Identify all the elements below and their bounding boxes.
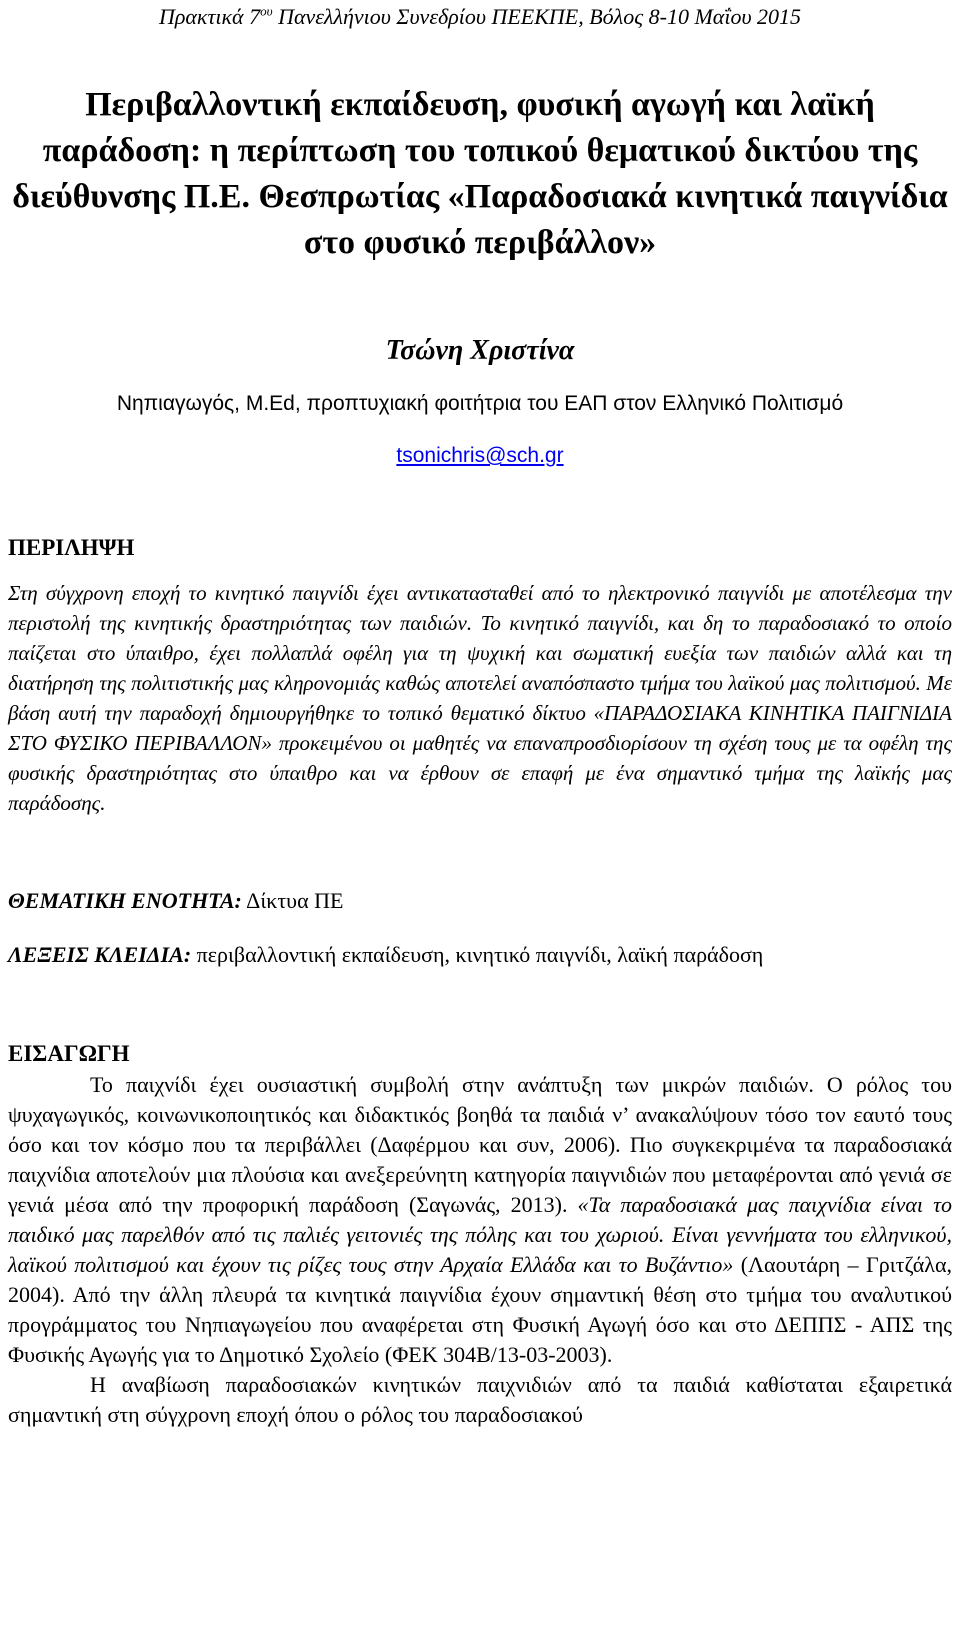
- intro-p1-part1: Το παιχνίδι έχει ουσιαστική συμβολή στην ανάπτυξη των μικρών παιδιών. Ο ρόλος του ψυχαγωγικός, κοινωνικοποιητικός και διδακτικός βοηθά τα παιδιά ν’ ανακαλύψουν τόσο τον εαυτό τους όσο και τον κόσμο που τα περιβάλλει (Δαφέρμου και συν, 2006). Πιο συγκεκριμένα τα παραδοσιακά παιχνίδια αποτελούν μια πλούσια και ανεξερεύνητη κατηγορία παιγνιδιών που μεταφέρονται από γενιά σε γενιά μέσα από την προφορική παράδοση (Σαγωνάς, 2013).: [8, 1072, 952, 1217]
- running-header: [8, 4, 952, 30]
- introduction-paragraph-2: Η αναβίωση παραδοσιακών κινητικών παιχνιδιών από τα παιδιά καθίσταται εξαιρετικά σημαντική στη σύγχρονη εποχή όπου ο ρόλος του παραδοσιακού: [8, 1372, 952, 1427]
- abstract-text: Στη σύγχρονη εποχή το κινητικό παιγνίδι έχει αντικατασταθεί από το ηλεκτρονικό παιγνίδι με αποτέλεσμα την περιστολή της κινητικής δραστηριότητας των παιδιών. Το κινητικό παιγνίδι, και δη το παραδοσιακό το οποίο παίζεται στο ύπαιθρο, έχει πολλαπλά οφέλη για τη ψυχική και σωματική ευεξία των παιδιών αλλά και τη διατήρηση της πολιτιστικής μας κληρονομιάς καθώς αποτελεί αναπόσπαστο τμήμα του λαϊκού μας πολιτισμού. Με βάση αυτή την παραδοχή δημιουργήθηκε το τοπικό θεματικό δίκτυο «ΠΑΡΑΔΟΣΙΑΚΑ ΚΙΝΗΤΙΚΑ ΠΑΙΓΝΙΔΙΑ ΣΤΟ ΦΥΣΙΚΟ ΠΕΡΙΒΑΛΛΟΝ» προκειμένου οι μαθητές να επαναπροσδιορίσουν τη σχέση τους με τα οφέλη της φυσικής δραστηριότητας στο ύπαιθρο και να έρθουν σε επαφή με ένα σημαντικό τμήμα της λαϊκής μας παράδοσης.: [8, 581, 952, 815]
- intro-p1-quote: «Τα παραδοσιακά μας παιχνίδια είναι το παιδικό μας παρελθόν από τις παλιές γειτονιές της πόλης και του χωριού. Είναι γεννήματα του ελληνικού, λαϊκού πολιτισμού και έχουν τις ρίζες τους στην Αρχαία Ελλάδα και το Βυζάντιο»: [8, 1192, 952, 1277]
- introduction-heading: ΕΙΣΑΓΩΓΗ: [8, 1041, 130, 1066]
- header-ordinal-suffix: ου: [260, 3, 273, 19]
- author-email-link[interactable]: tsonichris@sch.gr: [396, 444, 564, 467]
- thematic-unit: [8, 886, 952, 916]
- keywords: [8, 940, 952, 970]
- thematic-unit-value: Δίκτυα ΠΕ: [241, 888, 344, 913]
- author-email-line: [8, 442, 952, 470]
- header-text-post: Πανελλήνιου Συνεδρίου ΠΕΕΚΠΕ, Βόλος 8-10 Μαΐου 2015: [272, 4, 802, 29]
- paper-title: Περιβαλλοντική εκπαίδευση, φυσική αγωγή και λαϊκή παράδοση: η περίπτωση του τοπικού θεματικού δικτύου της διεύθυνσης Π.Ε. Θεσπρωτίας «Παραδοσιακά κινητικά παιγνίδια στο φυσικό περιβάλλον»: [12, 86, 948, 261]
- keywords-value: περιβαλλοντική εκπαίδευση, κινητικό παιγνίδι, λαϊκή παράδοση: [191, 942, 764, 967]
- thematic-unit-label: ΘΕΜΑΤΙΚΗ ΕΝΟΤΗΤΑ:: [8, 888, 242, 913]
- author-affiliation: Νηπιαγωγός, M.Ed, προπτυχιακή φοιτήτρια του ΕΑΠ στον Ελληνικό Πολιτισμό: [116, 392, 844, 415]
- introduction-paragraph-1: [8, 1070, 952, 1370]
- keywords-label: ΛΕΞΕΙΣ ΚΛΕΙΔΙΑ:: [8, 942, 192, 967]
- introduction-body: [8, 1070, 952, 1430]
- abstract-heading: ΠΕΡΙΛΗΨΗ: [8, 535, 135, 560]
- intro-p1-part2: (Λαουτάρη – Γριτζάλα, 2004). Από την άλλη πλευρά τα κινητικά παιγνίδια έχουν σημαντική θέση στο τμήμα του αναλυτικού προγράμματος του Νηπιαγωγείου που αναφέρεται στη Φυσική Αγωγή όσο και στο ΔΕΠΠΣ - ΑΠΣ της Φυσικής Αγωγής για το Δημοτικό Σχολείο (ΦΕΚ 304Β/13-03-2003).: [8, 1252, 952, 1367]
- header-text-pre: Πρακτικά 7: [158, 4, 261, 29]
- author-name: Τσώνη Χριστίνα: [385, 335, 575, 366]
